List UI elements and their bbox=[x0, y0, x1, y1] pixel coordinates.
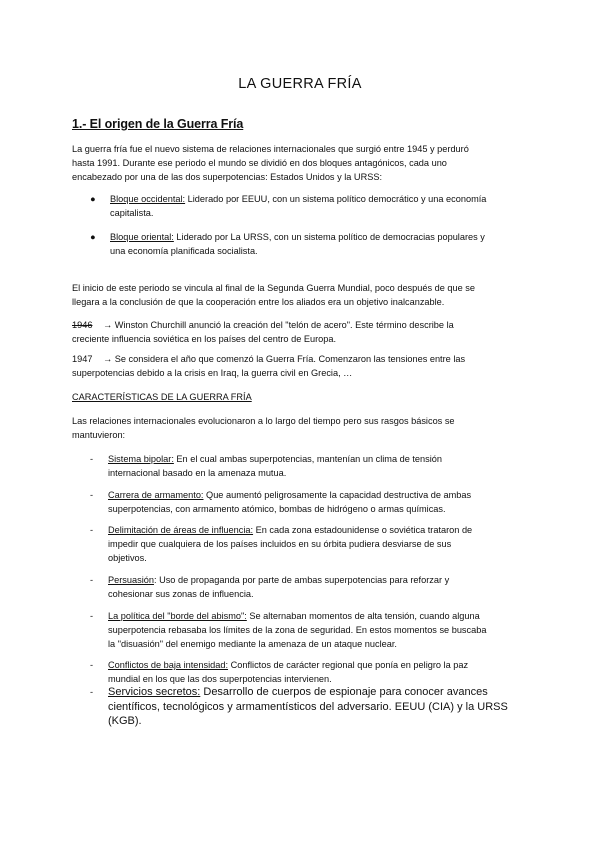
bloc-label: Bloque oriental: bbox=[110, 232, 174, 242]
item-label: Carrera de armamento: bbox=[108, 490, 204, 500]
timeline-text: → Winston Churchill anunció la creación del "telón de acero". Este término describe la bbox=[103, 320, 454, 330]
bloc-text: Liderado por EEUU, con un sistema político democrático y una economía bbox=[185, 194, 487, 204]
dash-mark: - bbox=[90, 575, 94, 585]
item-text-cont: internacional basado en la amenaza mutua. bbox=[108, 468, 287, 478]
origin-paragraph bbox=[72, 281, 532, 309]
item-text: Desarrollo de cuerpos de espionaje para conocer avances bbox=[200, 686, 488, 698]
dash-mark: - bbox=[90, 660, 94, 670]
timeline-text-cont: creciente influencia soviética en los países del centro de Europa. bbox=[72, 334, 337, 344]
dash-mark: - bbox=[90, 525, 94, 535]
item-text-cont: cohesionar sus zonas de influencia. bbox=[108, 589, 254, 599]
origin-line-2: llegara a la conclusión de que la cooperación entre los aliados era un objetivo inalcanzable. bbox=[72, 297, 445, 307]
timeline-year: 1946 bbox=[72, 320, 93, 330]
item-text: En cada zona estadounidense o soviética trataron de bbox=[253, 525, 473, 535]
item-text: Conflictos de carácter regional que ponía en peligro la paz bbox=[228, 660, 469, 670]
timeline-entry-1947 bbox=[72, 352, 532, 380]
bullet-mark: ● bbox=[90, 232, 96, 242]
dash-mark: - bbox=[90, 454, 94, 464]
dash-mark: - bbox=[90, 687, 94, 697]
origin-line-1: El inicio de este periodo se vincula al final de la Segunda Guerra Mundial, poco después de que se bbox=[72, 283, 475, 293]
item-text-cont: objetivos. bbox=[108, 553, 147, 563]
item-label: Sistema bipolar: bbox=[108, 454, 174, 464]
section-heading-origin: 1.- El origen de la Guerra Fría bbox=[72, 117, 244, 131]
characteristics-intro bbox=[72, 414, 532, 442]
item-text-cont: la "disuasión" del enemigo mediante la amenaza de un ataque nuclear. bbox=[108, 639, 397, 649]
bloc-text-cont: capitalista. bbox=[110, 208, 154, 218]
timeline-entry-1946 bbox=[72, 318, 532, 346]
intro-line-3: encabezado por una de las dos superpotencias: Estados Unidos y la URSS: bbox=[72, 172, 383, 182]
intro-line-1: La guerra fría fue el nuevo sistema de relaciones internacionales que surgió entre 1945 y perduró bbox=[72, 144, 469, 154]
intro-paragraph bbox=[72, 142, 532, 184]
item-text-cont: superpotencia rebasaba los límites de la zona de seguridad. En estos momentos se buscaba bbox=[108, 625, 487, 635]
timeline-year: 1947 bbox=[72, 354, 93, 364]
bloc-text-cont: una economía planificada socialista. bbox=[110, 246, 258, 256]
item-text-cont: mundial en los que las dos superpotencias intervienen. bbox=[108, 674, 332, 684]
item-text-cont: (KGB). bbox=[108, 715, 142, 727]
item-text: En el cual ambas superpotencias, mantenían un clima de tensión bbox=[173, 454, 443, 464]
dash-mark: - bbox=[90, 611, 94, 621]
item-label: Servicios secretos: bbox=[108, 686, 201, 698]
item-label: La política del "borde del abismo": bbox=[108, 611, 247, 621]
item-text-cont: científicos, tecnológicos y armamentísticos del adversario. EEUU (CIA) y la URSS bbox=[108, 700, 508, 713]
timeline-text: → Se considera el año que comenzó la Guerra Fría. Comenzaron las tensiones entre las bbox=[103, 354, 466, 364]
item-text: Se alternaban momentos de alta tensión, cuando alguna bbox=[246, 611, 480, 621]
characteristics-intro-line-1: Las relaciones internacionales evolucionaron a lo largo del tiempo pero sus rasgos básicos se bbox=[72, 416, 455, 426]
item-text-cont: superpotencias, con armamento atómico, bombas de hidrógeno o armas químicas. bbox=[108, 504, 446, 514]
characteristics-heading: CARACTERÍSTICAS DE LA GUERRA FRÍA bbox=[72, 392, 252, 402]
item-text: Que aumentó peligrosamente la capacidad destructiva de ambas bbox=[203, 490, 472, 500]
item-label: Persuasión bbox=[108, 575, 154, 585]
bullet-mark: ● bbox=[90, 194, 96, 204]
bloc-label: Bloque occidental: bbox=[110, 194, 186, 204]
intro-line-2: hasta 1991. Durante ese periodo el mundo se dividió en dos bloques antagónicos, cada uno bbox=[72, 158, 447, 168]
document-title: LA GUERRA FRÍA bbox=[238, 76, 362, 92]
characteristics-intro-line-2: mantuvieron: bbox=[72, 430, 126, 440]
bloc-text: Liderado por La URSS, con un sistema político de democracias populares y bbox=[173, 232, 485, 242]
item-text: : Uso de propaganda por parte de ambas superpotencias para reforzar y bbox=[153, 575, 450, 585]
dash-mark: - bbox=[90, 490, 94, 500]
item-label: Delimitación de áreas de influencia: bbox=[108, 525, 254, 535]
item-text-cont: impedir que cualquiera de los países incluidos en su órbita pudiera desviarse de sus bbox=[108, 539, 452, 549]
item-label: Conflictos de baja intensidad: bbox=[108, 660, 229, 670]
timeline-text-cont: superpotencias debido a la crisis en Iraq, la guerra civil en Grecia, … bbox=[72, 368, 353, 378]
